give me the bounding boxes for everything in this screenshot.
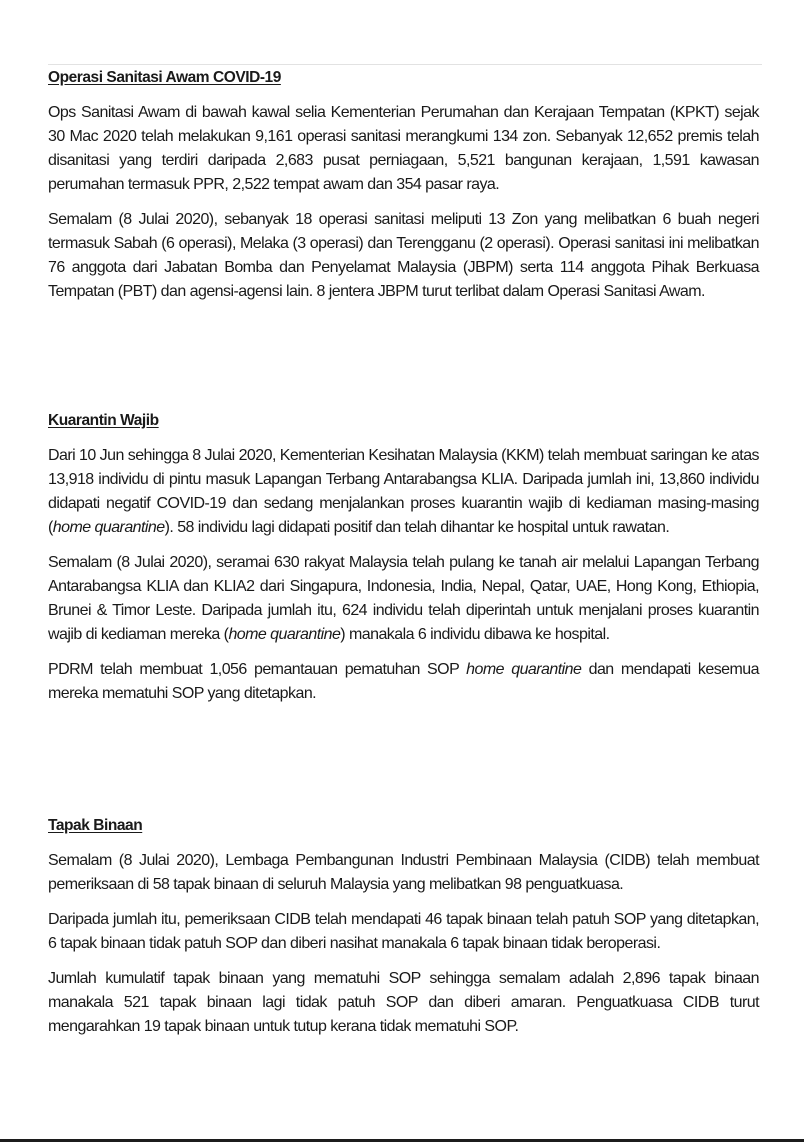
paragraph-text: ). 58 individu lagi didapati positif dan telah dihantar ke hospital untuk rawatan. bbox=[164, 519, 670, 536]
paragraph-text: dan mendapati kesemua mereka mematuhi SOP yang ditetapkan. bbox=[48, 661, 759, 702]
paragraph bbox=[48, 908, 759, 956]
top-divider bbox=[48, 64, 762, 65]
paragraph-text: Jumlah kumulatif tapak binaan yang mematuhi SOP sehingga semalam adalah 2,896 tapak binaan manakala 521 tapak binaan lagi tidak patuh SOP dan diberi amaran. Penguatkuasa CIDB turut mengarahkan 19 tapak binaan untuk tutup kerana tidak mematuhi SOP. bbox=[48, 970, 759, 1035]
paragraph-text: ) manakala 6 individu dibawa ke hospital. bbox=[340, 626, 610, 643]
paragraph-text: Daripada jumlah itu, pemeriksaan CIDB telah mendapati 46 tapak binaan telah patuh SOP yang ditetapkan, 6 tapak binaan tidak patuh SOP dan diberi nasihat manakala 6 tapak binaan tidak beroperasi. bbox=[48, 911, 759, 952]
section-heading: Operasi Sanitasi Awam COVID-19 bbox=[48, 69, 281, 86]
section-tapak-binaan bbox=[48, 816, 759, 1039]
paragraph bbox=[48, 849, 759, 897]
paragraph bbox=[48, 967, 759, 1039]
section-heading: Tapak Binaan bbox=[48, 817, 143, 834]
section-heading: Kuarantin Wajib bbox=[48, 412, 159, 429]
paragraph-text: Semalam (8 Julai 2020), Lembaga Pembangunan Industri Pembinaan Malaysia (CIDB) telah membuat pemeriksaan di 58 tapak binaan di seluruh Malaysia yang melibatkan 98 penguatkuasa. bbox=[48, 852, 759, 893]
paragraph-text: Dari 10 Jun sehingga 8 Julai 2020, Kementerian Kesihatan Malaysia (KKM) telah membuat saringan ke atas 13,918 individu di pintu masuk Lapangan Terbang Antarabangsa KLIA. Daripada jumlah ini, 13,860 individu didapati negatif COVID-19 dan sedang menjalankan proses kuarantin wajib di kediaman masing-masing ( bbox=[48, 447, 759, 536]
paragraph-text: Ops Sanitasi Awam di bawah kawal selia Kementerian Perumahan dan Kerajaan Tempatan (KPKT) sejak 30 Mac 2020 telah melakukan 9,161 operasi sanitasi merangkumi 134 zon. Sebanyak 12,652 premis telah disanitasi yang terdiri daripada 2,683 pusat perniagaan, 5,521 bangunan kerajaan, 1,591 kawasan perumahan termasuk PPR, 2,522 tempat awam dan 354 pasar raya. bbox=[48, 104, 759, 193]
italic-term: home quarantine bbox=[228, 626, 341, 643]
italic-term: home quarantine bbox=[52, 519, 165, 536]
section-operasi-sanitasi bbox=[48, 68, 759, 304]
paragraph bbox=[48, 658, 759, 706]
paragraph-text: Semalam (8 Julai 2020), seramai 630 rakyat Malaysia telah pulang ke tanah air melalui Lapangan Terbang Antarabangsa KLIA dan KLIA2 dari Singapura, Indonesia, India, Nepal, Qatar, UAE, Hong Kong, Ethiopia, Brunei & Timor Leste. Daripada jumlah itu, 624 individu telah diperintah untuk menjalani proses kuarantin wajib di kediaman mereka ( bbox=[48, 554, 759, 643]
paragraph bbox=[48, 551, 759, 647]
paragraph bbox=[48, 208, 759, 304]
italic-term: home quarantine bbox=[466, 661, 582, 678]
section-kuarantin-wajib bbox=[48, 411, 759, 706]
paragraph-text: Semalam (8 Julai 2020), sebanyak 18 operasi sanitasi meliputi 13 Zon yang melibatkan 6 buah negeri termasuk Sabah (6 operasi), Melaka (3 operasi) dan Terengganu (2 operasi). Operasi sanitasi ini melibatkan 76 anggota dari Jabatan Bomba dan Penyelamat Malaysia (JBPM) serta 114 anggota Pihak Berkuasa Tempatan (PBT) dan agensi-agensi lain. 8 jentera JBPM turut terlibat dalam Operasi Sanitasi Awam. bbox=[48, 211, 759, 300]
paragraph bbox=[48, 444, 759, 540]
paragraph bbox=[48, 101, 759, 197]
paragraph-text: PDRM telah membuat 1,056 pemantauan pematuhan SOP bbox=[48, 661, 467, 678]
